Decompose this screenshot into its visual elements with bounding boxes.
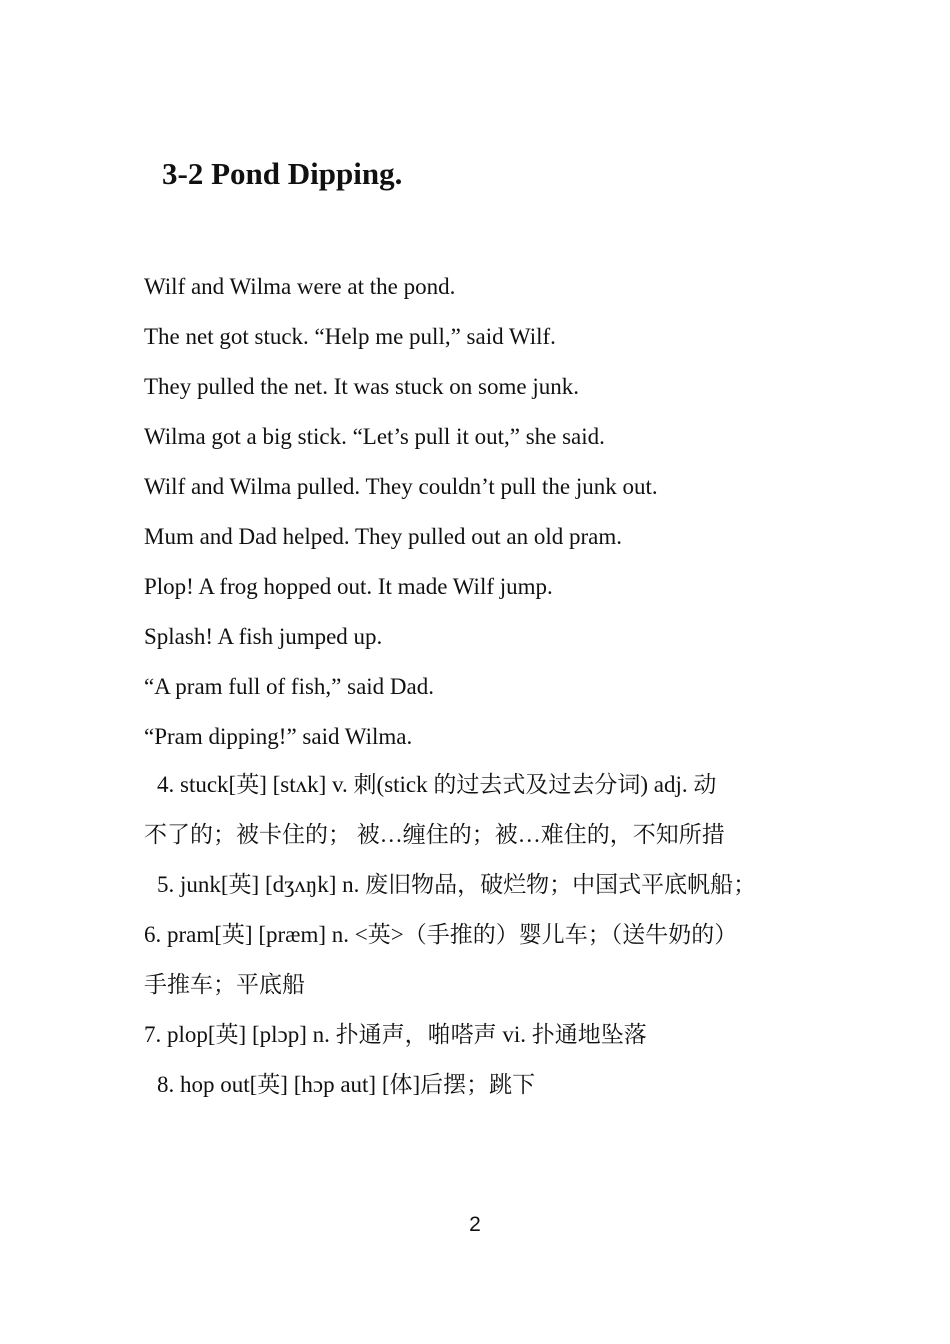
vocab-entry-junk: 5. junk[英] [dʒʌŋk] n. 废旧物品，破烂物；中国式平底帆船； bbox=[157, 872, 757, 897]
page-number: 2 bbox=[469, 1213, 481, 1236]
story-line: Wilf and Wilma pulled. They couldn’t pull the junk out. bbox=[144, 474, 658, 499]
vocab-entry-plop: 7. plop[英] [plɔp] n. 扑通声，啪嗒声 vi. 扑通地坠落 bbox=[144, 1022, 647, 1047]
story-line: Plop! A frog hopped out. It made Wilf jump. bbox=[144, 574, 553, 599]
vocab-entry-stuck: 4. stuck[英] [stʌk] v. 刺(stick 的过去式及过去分词) adj. 动 bbox=[157, 772, 717, 797]
story-line: “Pram dipping!” said Wilma. bbox=[144, 724, 413, 749]
vocab-entry-pram: 6. pram[英] [præm] n. <英>（手推的）婴儿车；（送牛奶的） bbox=[144, 922, 738, 947]
story-line: Splash! A fish jumped up. bbox=[144, 624, 383, 649]
story-line: They pulled the net. It was stuck on some junk. bbox=[144, 374, 580, 399]
vocab-entry-stuck-continued: 不了的；被卡住的； 被…缠住的；被…难住的，不知所措 bbox=[144, 822, 725, 847]
page-title: 3-2 Pond Dipping. bbox=[162, 156, 403, 191]
vocabulary-list bbox=[144, 760, 824, 1110]
story-line: Wilma got a big stick. “Let’s pull it out,” she said. bbox=[144, 424, 605, 449]
story-line: Wilf and Wilma were at the pond. bbox=[144, 274, 456, 299]
story-line: The net got stuck. “Help me pull,” said Wilf. bbox=[144, 324, 556, 349]
story-text bbox=[144, 262, 824, 762]
vocab-entry-pram-continued: 手推车；平底船 bbox=[144, 972, 305, 997]
vocab-entry-hop-out: 8. hop out[英] [hɔp aut] [体]后摆；跳下 bbox=[157, 1072, 536, 1097]
story-line: “A pram full of fish,” said Dad. bbox=[144, 674, 434, 699]
story-line: Mum and Dad helped. They pulled out an old pram. bbox=[144, 524, 623, 549]
